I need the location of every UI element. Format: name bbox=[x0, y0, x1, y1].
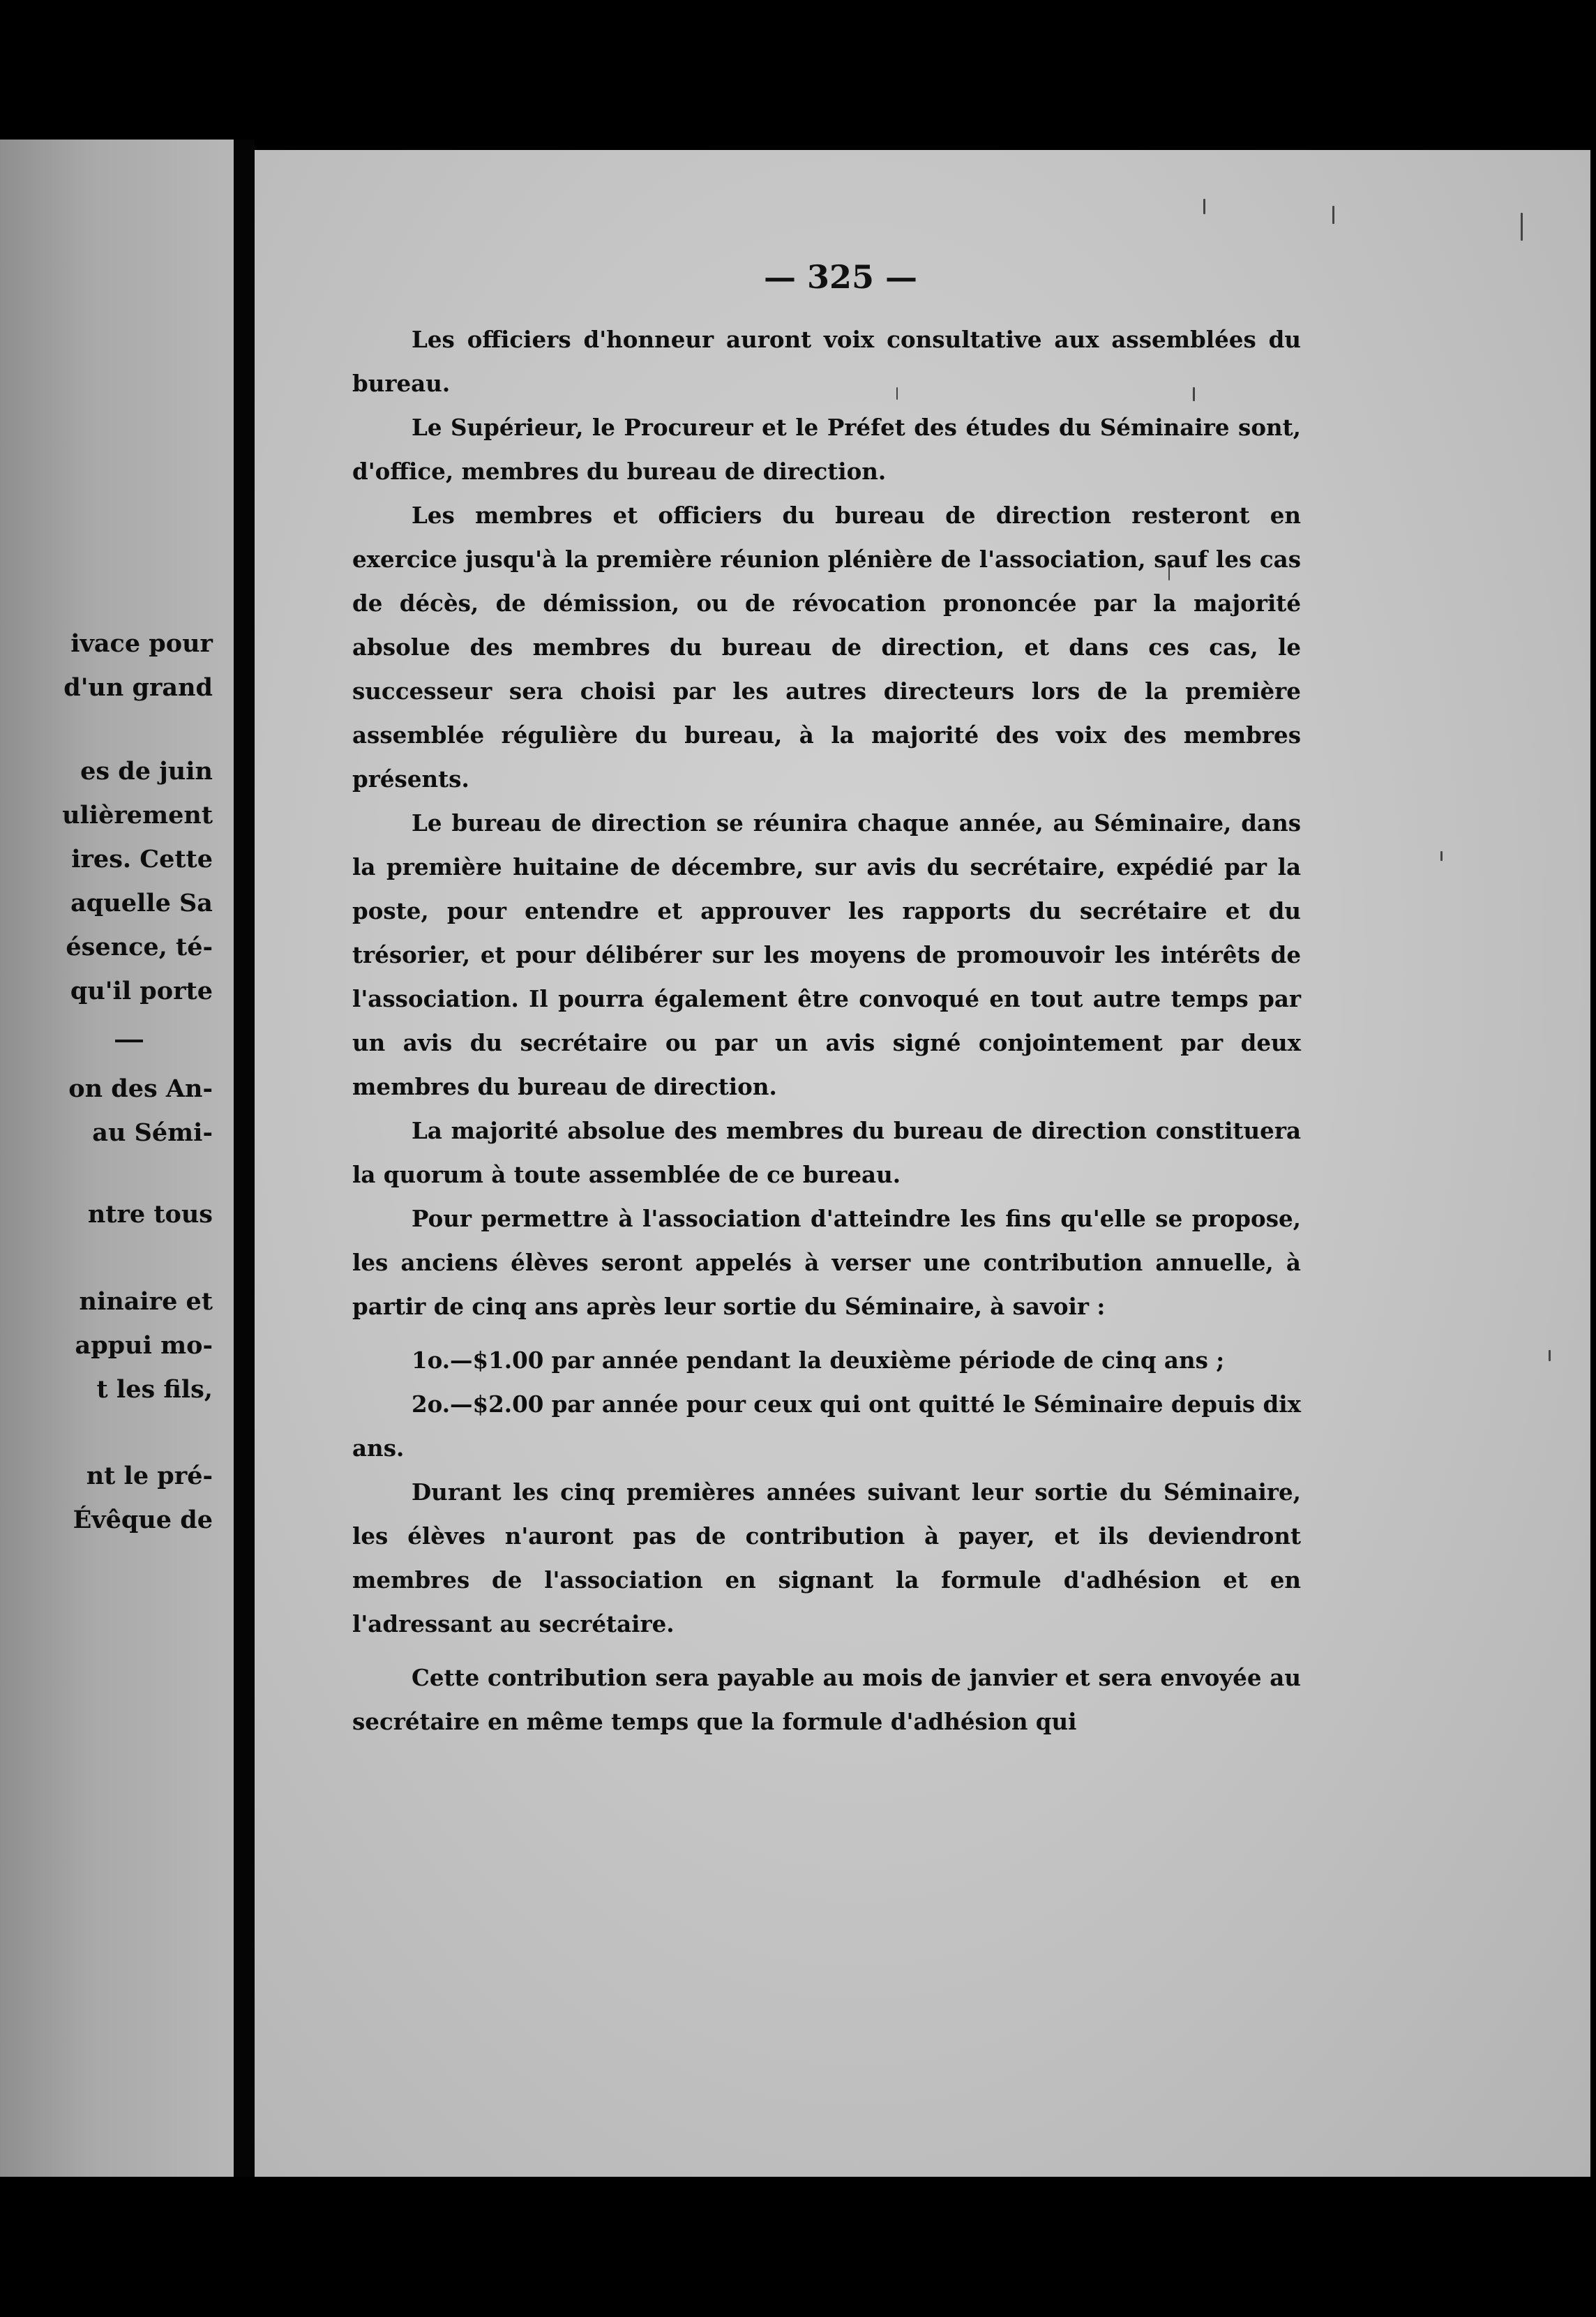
paragraph: Le bureau de direction se réunira chaque année, au Séminaire, dans la première huitaine de décembre, sur avis du secrétaire, expédié par la poste, pour entendre et approuver les rapports du secrétaire et du trésorier, et pour délibérer sur les moyens de promouvoir les intérêts de l'association. Il pourra également être convoqué en tout autre temps par un avis du secrétaire ou par un avis signé conjointement par deux membres du bureau de direction. bbox=[352, 809, 1301, 1100]
left-text-line: on des An- bbox=[68, 1074, 213, 1103]
paragraph: Les officiers d'honneur auront voix consultative aux assemblées du bureau. bbox=[352, 326, 1301, 397]
left-page-fragment bbox=[0, 140, 234, 2177]
scan-speck bbox=[1332, 206, 1334, 224]
left-text-line: qu'il porte bbox=[70, 977, 213, 1005]
left-text-line: aquelle Sa bbox=[70, 889, 213, 917]
paragraph: 1o.—$1.00 par année pendant la deuxième période de cinq ans ; bbox=[412, 1347, 1225, 1374]
scan-speck bbox=[1440, 851, 1443, 861]
paragraph: Pour permettre à l'association d'atteindre les fins qu'elle se propose, les anciens élèves seront appelés à verser une contribution annuelle, à partir de cinq ans après leur sortie du Séminaire, à savoir : bbox=[352, 1205, 1301, 1320]
left-text-line: d'un grand bbox=[63, 673, 213, 702]
left-text-line: ninaire et bbox=[79, 1287, 213, 1316]
left-rule bbox=[115, 1040, 143, 1042]
left-text-line: Évêque de bbox=[73, 1506, 213, 1534]
paragraph: Durant les cinq premières années suivant leur sortie du Séminaire, les élèves n'auront pas de contribution à payer, et ils deviendront membres de l'association en signant la formule d'adhésion et en l'adressant au secrétaire. bbox=[352, 1478, 1301, 1637]
scan-speck bbox=[1203, 199, 1205, 214]
left-text-line: nt le pré- bbox=[86, 1462, 213, 1490]
left-text-line: ires. Cette bbox=[71, 845, 213, 873]
left-text-line: appui mo- bbox=[75, 1331, 213, 1360]
scan-speck bbox=[1521, 213, 1523, 241]
body-text bbox=[352, 317, 1301, 1744]
paragraph: Cette contribution sera payable au mois de janvier et sera envoyée au secrétaire en même temps que la formule d'adhésion qui bbox=[352, 1664, 1301, 1735]
page-gutter bbox=[234, 140, 255, 2177]
left-text-line: t les fils, bbox=[96, 1375, 213, 1404]
left-text-line: es de juin bbox=[80, 757, 213, 786]
paragraph: Les membres et officiers du bureau de direction resteront en exercice jusqu'à la première réunion plénière de l'association, sauf les cas de décès, de démission, ou de révocation prononcée par la majorité absolue des membres du bureau de direction, et dans ces cas, le successeur sera choisi par les autres directeurs lors de la première assemblée régulière du bureau, à la majorité des voix des membres présents. bbox=[352, 502, 1301, 793]
paragraph: 2o.—$2.00 par année pour ceux qui ont quitté le Séminaire depuis dix ans. bbox=[352, 1390, 1301, 1462]
left-text-line: ésence, té- bbox=[66, 933, 213, 961]
scan-speck bbox=[1549, 1350, 1551, 1361]
paragraph: La majorité absolue des membres du bureau de direction constituera la quorum à toute assemblée de ce bureau. bbox=[352, 1117, 1301, 1188]
page-number: — 325 — bbox=[763, 258, 918, 296]
left-text-line: ntre tous bbox=[87, 1200, 213, 1229]
left-text-line: au Sémi- bbox=[92, 1118, 213, 1147]
paragraph: Le Supérieur, le Procureur et le Préfet des études du Séminaire sont, d'office, membres du bureau de direction. bbox=[352, 414, 1301, 485]
left-text-line: ulièrement bbox=[62, 801, 213, 830]
left-text-line: ivace pour bbox=[70, 629, 213, 658]
